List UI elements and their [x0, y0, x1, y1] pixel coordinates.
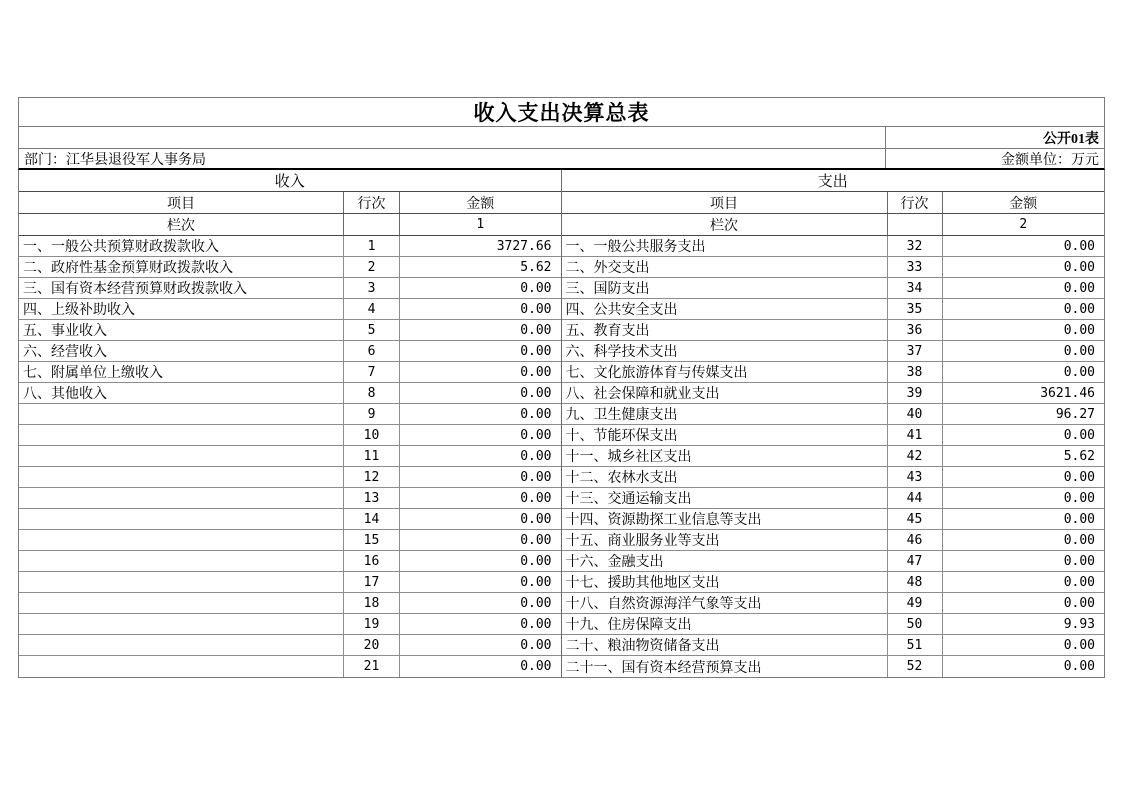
item-cell: 五、教育支出: [562, 320, 888, 340]
amount-cell: 0.00: [520, 343, 552, 359]
amount-cell: 0.00: [520, 322, 552, 338]
amount-cell: 0.00: [520, 280, 552, 296]
statement-sheet: [18, 97, 1105, 678]
table-row: [562, 467, 1105, 488]
row-number-cell: 35: [888, 299, 943, 319]
item-cell: 二十一、国有资本经营预算支出: [562, 656, 888, 677]
row-number-cell: 34: [888, 278, 943, 298]
item-cell: [19, 530, 344, 550]
row-number-cell: 40: [888, 404, 943, 424]
row-number-cell: 45: [888, 509, 943, 529]
row-number-cell: 43: [888, 467, 943, 487]
income-col-item: 项目: [19, 192, 344, 213]
amount-cell: 0.00: [520, 574, 552, 590]
item-cell: [19, 425, 344, 445]
amount-cell: 0.00: [1063, 427, 1095, 443]
table-row: [19, 236, 561, 257]
amount-cell: 0.00: [1063, 301, 1095, 317]
table-row: [562, 236, 1105, 257]
income-col-amount: 金额: [466, 196, 495, 212]
amount-cell: 0.00: [520, 511, 552, 527]
item-cell: 二、政府性基金预算财政拨款收入: [19, 257, 344, 277]
amount-cell: 96.27: [1055, 406, 1095, 422]
item-cell: 一、一般公共预算财政拨款收入: [19, 236, 344, 256]
expenditure-header-row: [562, 192, 1105, 214]
amount-cell: 0.00: [520, 553, 552, 569]
item-cell: 十五、商业服务业等支出: [562, 530, 888, 550]
amount-cell: 0.00: [1063, 343, 1095, 359]
table-row: [19, 572, 561, 593]
amount-cell: 0.00: [520, 427, 552, 443]
expenditure-section-title: 支出: [562, 170, 1105, 192]
item-cell: 十四、资源勘探工业信息等支出: [562, 509, 888, 529]
row-number-cell: 13: [344, 488, 400, 508]
table-row: [19, 383, 561, 404]
item-cell: [19, 509, 344, 529]
item-cell: 七、文化旅游体育与传媒支出: [562, 362, 888, 382]
table-row: [19, 257, 561, 278]
amount-cell: 0.00: [1063, 574, 1095, 590]
row-number-cell: 6: [344, 341, 400, 361]
amount-cell: 0.00: [520, 659, 552, 674]
amount-cell: 9.93: [1063, 616, 1095, 632]
row-number-cell: 42: [888, 446, 943, 466]
item-cell: 九、卫生健康支出: [562, 404, 888, 424]
row-number-cell: 10: [344, 425, 400, 445]
table-row: [19, 656, 561, 677]
row-number-cell: 18: [344, 593, 400, 613]
expenditure-col-amount: 金额: [1009, 196, 1038, 212]
item-cell: 三、国有资本经营预算财政拨款收入: [19, 278, 344, 298]
table-body: [18, 170, 1105, 678]
table-row: [562, 488, 1105, 509]
row-number-cell: 20: [344, 635, 400, 655]
table-row: [562, 362, 1105, 383]
amount-cell: 3621.46: [1040, 385, 1095, 401]
table-row: [562, 572, 1105, 593]
table-row: [19, 362, 561, 383]
amount-cell: 0.00: [1063, 280, 1095, 296]
table-row: [562, 320, 1105, 341]
item-cell: [19, 488, 344, 508]
amount-cell: 0.00: [520, 469, 552, 485]
table-row: [19, 593, 561, 614]
amount-cell: 5.62: [1063, 448, 1095, 464]
expenditure-index-label: 栏次: [562, 214, 888, 235]
row-number-cell: 50: [888, 614, 943, 634]
table-row: [562, 278, 1105, 299]
table-row: [19, 530, 561, 551]
item-cell: [19, 404, 344, 424]
item-cell: 十七、援助其他地区支出: [562, 572, 888, 592]
row-number-cell: 3: [344, 278, 400, 298]
income-section-title: 收入: [19, 170, 561, 192]
row-number-cell: 32: [888, 236, 943, 256]
item-cell: 七、附属单位上缴收入: [19, 362, 344, 382]
row-number-cell: 36: [888, 320, 943, 340]
row-number-cell: 44: [888, 488, 943, 508]
row-number-cell: 39: [888, 383, 943, 403]
item-cell: [19, 593, 344, 613]
table-row: [19, 341, 561, 362]
table-row: [562, 509, 1105, 530]
amount-cell: 0.00: [1063, 490, 1095, 506]
table-row: [562, 530, 1105, 551]
row-number-cell: 9: [344, 404, 400, 424]
department-label: 部门：江华县退役军人事务局: [19, 149, 886, 168]
row-number-cell: 41: [888, 425, 943, 445]
row-number-cell: 14: [344, 509, 400, 529]
item-cell: 二、外交支出: [562, 257, 888, 277]
table-row: [19, 278, 561, 299]
table-row: [19, 299, 561, 320]
table-row: [19, 467, 561, 488]
item-cell: [19, 446, 344, 466]
item-cell: 六、经营收入: [19, 341, 344, 361]
row-number-cell: 52: [888, 656, 943, 677]
table-row: [562, 656, 1105, 677]
item-cell: 五、事业收入: [19, 320, 344, 340]
income-col-row-no: 行次: [344, 192, 400, 213]
table-row: [562, 341, 1105, 362]
item-cell: 十九、住房保障支出: [562, 614, 888, 634]
row-number-cell: 51: [888, 635, 943, 655]
amount-cell: 0.00: [520, 637, 552, 653]
item-cell: [19, 551, 344, 571]
amount-cell: 0.00: [1063, 511, 1095, 527]
income-index-row: [19, 214, 561, 236]
amount-cell: 0.00: [520, 532, 552, 548]
expenditure-index-value: 2: [1019, 217, 1028, 232]
item-cell: 四、上级补助收入: [19, 299, 344, 319]
amount-cell: 0.00: [1063, 364, 1095, 380]
item-cell: 十八、自然资源海洋气象等支出: [562, 593, 888, 613]
table-row: [562, 446, 1105, 467]
row-number-cell: 21: [344, 656, 400, 677]
row-number-cell: 47: [888, 551, 943, 571]
table-row: [562, 404, 1105, 425]
expenditure-section: [562, 170, 1105, 677]
table-code-row: [18, 127, 1105, 148]
table-row: [562, 257, 1105, 278]
row-number-cell: 19: [344, 614, 400, 634]
table-row: [562, 425, 1105, 446]
expenditure-rows: [562, 236, 1105, 677]
amount-cell: 0.00: [1063, 259, 1095, 275]
amount-cell: 0.00: [520, 448, 552, 464]
amount-cell: 0.00: [520, 490, 552, 506]
item-cell: [19, 656, 344, 677]
table-row: [19, 488, 561, 509]
item-cell: [19, 635, 344, 655]
income-section: [19, 170, 562, 677]
table-code-spacer: [19, 127, 886, 148]
expenditure-col-item: 项目: [562, 192, 888, 213]
unit-label: 金额单位：万元: [1001, 152, 1099, 168]
income-index-empty: [344, 214, 400, 235]
table-row: [19, 320, 561, 341]
item-cell: 十一、城乡社区支出: [562, 446, 888, 466]
row-number-cell: 5: [344, 320, 400, 340]
table-row: [562, 614, 1105, 635]
row-number-cell: 2: [344, 257, 400, 277]
amount-cell: 0.00: [520, 616, 552, 632]
amount-cell: 0.00: [520, 406, 552, 422]
income-header-row: [19, 192, 561, 214]
table-row: [19, 614, 561, 635]
amount-cell: 0.00: [1063, 553, 1095, 569]
table-row: [19, 635, 561, 656]
expenditure-index-row: [562, 214, 1105, 236]
item-cell: 四、公共安全支出: [562, 299, 888, 319]
expenditure-index-empty: [888, 214, 943, 235]
amount-cell: 0.00: [520, 595, 552, 611]
row-number-cell: 1: [344, 236, 400, 256]
table-row: [19, 425, 561, 446]
amount-cell: 0.00: [1063, 238, 1095, 254]
item-cell: 一、一般公共服务支出: [562, 236, 888, 256]
row-number-cell: 48: [888, 572, 943, 592]
table-row: [562, 383, 1105, 404]
table-row: [562, 299, 1105, 320]
item-cell: 二十、粮油物资储备支出: [562, 635, 888, 655]
item-cell: 三、国防支出: [562, 278, 888, 298]
item-cell: 六、科学技术支出: [562, 341, 888, 361]
income-index-label: 栏次: [19, 214, 344, 235]
page-title: 收入支出决算总表: [18, 97, 1105, 127]
item-cell: 十、节能环保支出: [562, 425, 888, 445]
amount-cell: 0.00: [1063, 637, 1095, 653]
income-rows: [19, 236, 561, 677]
item-cell: 十三、交通运输支出: [562, 488, 888, 508]
item-cell: 十六、金融支出: [562, 551, 888, 571]
row-number-cell: 11: [344, 446, 400, 466]
item-cell: 八、社会保障和就业支出: [562, 383, 888, 403]
row-number-cell: 49: [888, 593, 943, 613]
item-cell: [19, 467, 344, 487]
item-cell: 十二、农林水支出: [562, 467, 888, 487]
item-cell: [19, 572, 344, 592]
item-cell: [19, 614, 344, 634]
income-index-value: 1: [476, 217, 485, 232]
item-cell: 八、其他收入: [19, 383, 344, 403]
row-number-cell: 38: [888, 362, 943, 382]
amount-cell: 3727.66: [496, 238, 552, 254]
table-row: [19, 404, 561, 425]
table-row: [19, 446, 561, 467]
row-number-cell: 17: [344, 572, 400, 592]
amount-cell: 0.00: [520, 364, 552, 380]
table-row: [562, 593, 1105, 614]
amount-cell: 0.00: [1063, 469, 1095, 485]
table-row: [19, 551, 561, 572]
amount-cell: 0.00: [1063, 595, 1095, 611]
department-row: [18, 148, 1105, 170]
expenditure-col-row-no: 行次: [888, 192, 943, 213]
row-number-cell: 16: [344, 551, 400, 571]
amount-cell: 5.62: [520, 259, 552, 275]
row-number-cell: 37: [888, 341, 943, 361]
row-number-cell: 4: [344, 299, 400, 319]
amount-cell: 0.00: [1063, 659, 1095, 674]
row-number-cell: 7: [344, 362, 400, 382]
row-number-cell: 46: [888, 530, 943, 550]
amount-cell: 0.00: [520, 385, 552, 401]
amount-cell: 0.00: [520, 301, 552, 317]
row-number-cell: 33: [888, 257, 943, 277]
amount-cell: 0.00: [1063, 322, 1095, 338]
table-row: [19, 509, 561, 530]
row-number-cell: 12: [344, 467, 400, 487]
table-code: 公开01表: [1043, 131, 1099, 147]
table-row: [562, 551, 1105, 572]
row-number-cell: 8: [344, 383, 400, 403]
table-row: [562, 635, 1105, 656]
row-number-cell: 15: [344, 530, 400, 550]
amount-cell: 0.00: [1063, 532, 1095, 548]
